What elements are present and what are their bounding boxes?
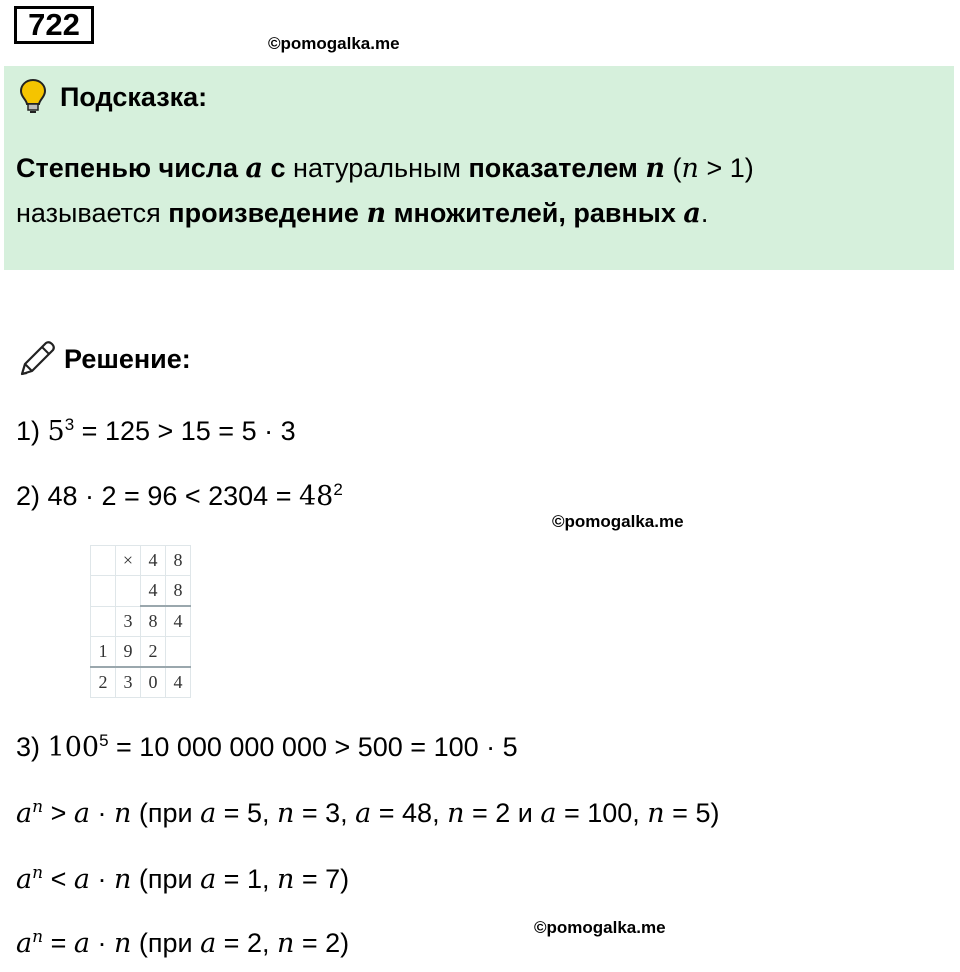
solution-title: Решение: — [64, 344, 191, 374]
hint-definition — [16, 146, 754, 236]
problem-number: 722 — [14, 6, 94, 44]
hint-line-2: называется произведение 𝒏 множителей, равных 𝒂. — [16, 198, 709, 229]
solution-line-1: 1) $5^3 = 125 > 15 = 5 \cdot 3$ — [16, 414, 296, 447]
hint-title: Подсказка: — [60, 82, 208, 112]
solution-line-2: 2) $48 \cdot 2 = 96 < 2304 = 48^2$ — [16, 479, 343, 512]
multiplication-table: × 4 8 4 8 3 8 4 1 9 2 2 3 0 4 — [90, 545, 191, 698]
watermark: ©pomogalka.me — [268, 34, 400, 53]
watermark: ©pomogalka.me — [534, 918, 666, 937]
conclusion-3: 𝑎$^𝑛$ = 𝑎 · 𝑛 (при 𝑎 = 2, 𝑛 = 2) — [16, 926, 350, 959]
watermark: ©pomogalka.me — [552, 512, 684, 531]
conclusion-2: 𝑎$^𝑛$ < 𝑎 · 𝑛 (при 𝑎 = 1, 𝑛 = 7) — [16, 862, 350, 895]
solution-line-3: 3) $100^5 = 10$ 000 000 000 > 500 = 100 · 5 — [16, 730, 518, 763]
pencil-icon — [16, 338, 58, 380]
lightbulb-icon — [18, 78, 48, 114]
conclusion-1: 𝑎$^𝑛$ > 𝑎 · 𝑛 (при 𝑎 = 5, 𝑛 = 3, 𝑎 = 48, 𝑛 = 2 и 𝑎 = 100, 𝑛 = 5) — [16, 796, 720, 829]
hint-line-1: Степенью числа 𝒂 с натуральным показателем 𝒏 (𝑛 > 1) — [16, 153, 754, 184]
